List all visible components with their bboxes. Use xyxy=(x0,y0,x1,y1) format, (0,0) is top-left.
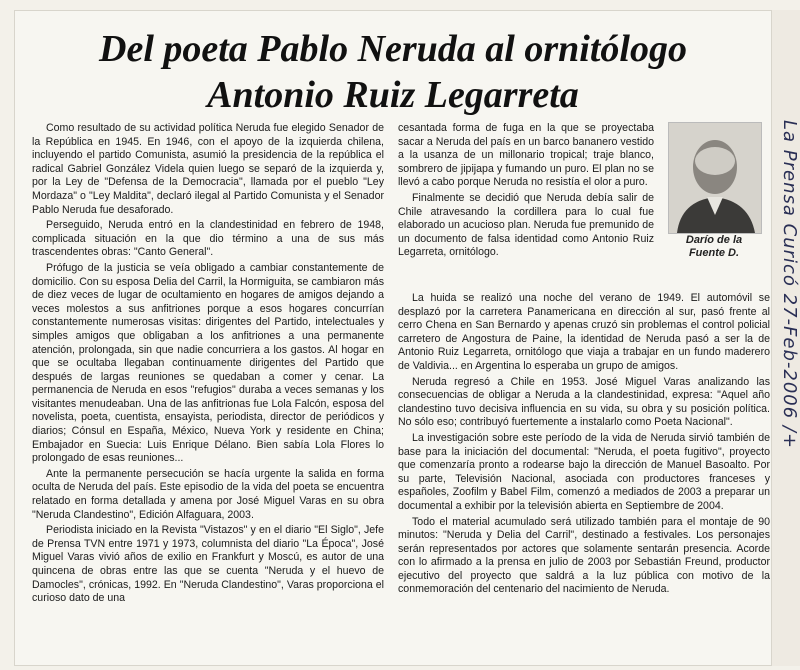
headline-line-2: Antonio Ruiz Legarreta xyxy=(207,74,579,116)
paragraph: Todo el material acumulado será utilizado también para el montaje de 90 minutos: "Neruda y Delia del Carril", destinado a festivales. Los personajes serán representados por actores que solamente sentarán presencia. Acorde con lo afirmado a la prensa en julio de 2003 por Sebastián Freund, productor ejecutivo del proyecto que saldrá a la luz pública con motivo de la conmemoración del centenario del nacimiento de Neruda. xyxy=(398,515,770,596)
paragraph: La huida se realizó una noche del verano de 1949. El automóvil se desplazó por la carretera Panamericana en dirección al sur, pasó frente al cerro Chena en San Bernardo y apenas cruzó sin problemas el control policial carretero de Angostura de Paine, la identidad de Neruda pasó a ser la de Antonio Ruiz Legarreta, ornitólogo que viaja a trabajar en un fundo maderero de Valdivia... en Argentina lo esperaba un grupo de amigos. xyxy=(398,292,770,372)
caption-line-1: Darío de la xyxy=(685,234,743,246)
paragraph: Ante la permanente persecución se hacía urgente la salida en forma oculta de Neruda del país. Este episodio de la vida del poeta se encuentra relatado en forma detallada y amena por José Miguel Varas en su obra "Neruda Clandestino", Edición Alfaguara, 2003. xyxy=(32,467,384,521)
paragraph: Periodista iniciado en la Revista "Vistazos" y en el diario "El Siglo", Jefe de Prensa TVN entre 1971 y 1973, columnista del diario "La Época", José Miguel Varas vivió años de exilio en Frankfurt y Moscú, es autor de una quincena de obras entre las que se cuenta "Neruda y el huevo de Damocles", crónicas, 1992. En "Neruda Clandestino", Varas proporciona el curioso dato de una xyxy=(32,524,384,605)
article-column-right xyxy=(398,292,770,664)
photo-caption xyxy=(662,234,766,260)
paragraph: Neruda regresó a Chile en 1953. José Miguel Varas analizando las consecuencias de obligar a Neruda a la clandestinidad, expresa: "Aquel año clandestino tuvo decisiva influencia en su vida, su obra y su posición política. No sólo eso; contribuyó fuertemente a instalarlo como Poeta Nacional". xyxy=(398,375,770,429)
article-column-left xyxy=(32,122,384,662)
paragraph: Prófugo de la justicia se veía obligado a cambiar constantemente de domicilio. Con su esposa Delia del Carril, la Hormiguita, se cambiaron más de diez veces de lugar de ocultamiento en hogares de amigos dejando a veces molestos a sus anfitriones porque a esos hogares concurrían constantemente numerosas visitas: dirigentes del Partido, intelectuales y simples amigos que obligaban a los anfitriones a una permanente atención, prolongada, sin que nadie concurriera a los gastos. Al hogar en que se ocultaba llegaban continuamente dirigentes del Partido que después de largas reuniones se quedaban a comer y cenar. La permanencia de Neruda en esos "refugios" duraba a veces semanas y los visitantes menudeaban. Una de las anfitrionas fue Lola Falcón, esposa del novelista, poeta, cuentista, ensayista, periodista, director de periódicos y diarios; Cónsul en España, México, Nueva York y residente en China; Embajador en Suecia: Luis Enrique Délano. Bien sabía Lola Flores lo prolongado de esas reuniones... xyxy=(32,261,384,465)
paragraph: Como resultado de su actividad política Neruda fue elegido Senador de la República en 1945. En 1946, con el apoyo de la izquierda chilena, incluyendo el partido Comunista, asumió la presidencia de la república el radical Gabriel González Videla quien luego se separó de la izquierda y, por la Ley de "Defensa de la Democracia", llamada por el pueblo "Ley Mordaza" o "Ley Maldita", declaró ilegal al Partido Comunista y el Senador Pablo Neruda fue desaforado. xyxy=(32,122,384,216)
article-column-middle xyxy=(398,122,654,300)
newspaper-clipping xyxy=(14,10,772,666)
author-photo xyxy=(668,122,762,234)
paragraph: Perseguido, Neruda entró en la clandestinidad en febrero de 1948, complicada situación en la que dio término a una de sus más trascendentes obras: "Canto General". xyxy=(32,219,384,259)
handwritten-margin-note xyxy=(772,120,800,640)
paragraph: Finalmente se decidió que Neruda debía salir de Chile atravesando la cordillera para lo cual fue elaborado un acucioso plan. Neruda fue premunido de un documento de falsa identidad como Antonio Ruiz Legarreta, ornitólogo. xyxy=(398,191,654,259)
caption-line-2: Fuente D. xyxy=(688,247,740,259)
margin-note-text: La Prensa Curicó 27-Feb-2006 /+ xyxy=(779,120,800,450)
headline-line-1: Del poeta Pablo Neruda al ornitólogo xyxy=(99,28,687,70)
portrait-image xyxy=(669,123,761,233)
paragraph: cesantada forma de fuga en la que se proyectaba sacar a Neruda del país en un barco bananero vestido a la usanza de un millonario tropical; traje blanco, sombrero de jipijapa y fumando un puro. El plan no se llevó a cabo porque Neruda no resistía el olor a puro. xyxy=(398,122,654,189)
paragraph: La investigación sobre este período de la vida de Neruda sirvió también de base para la iniciación del documental: "Neruda, el poeta fugitivo", proyecto que comenzaría pronto a rodearse bajo la dirección de Manuel Basoalto. Por su parte, Televisión Nacional, asociada con productores franceses y españoles, Zoofilm y Babel Film, comenzó a mediados de 2003 a preparar un documental a exhibir por la televisión abierta en Septiembre de 2004. xyxy=(398,431,770,512)
headline xyxy=(14,26,772,118)
